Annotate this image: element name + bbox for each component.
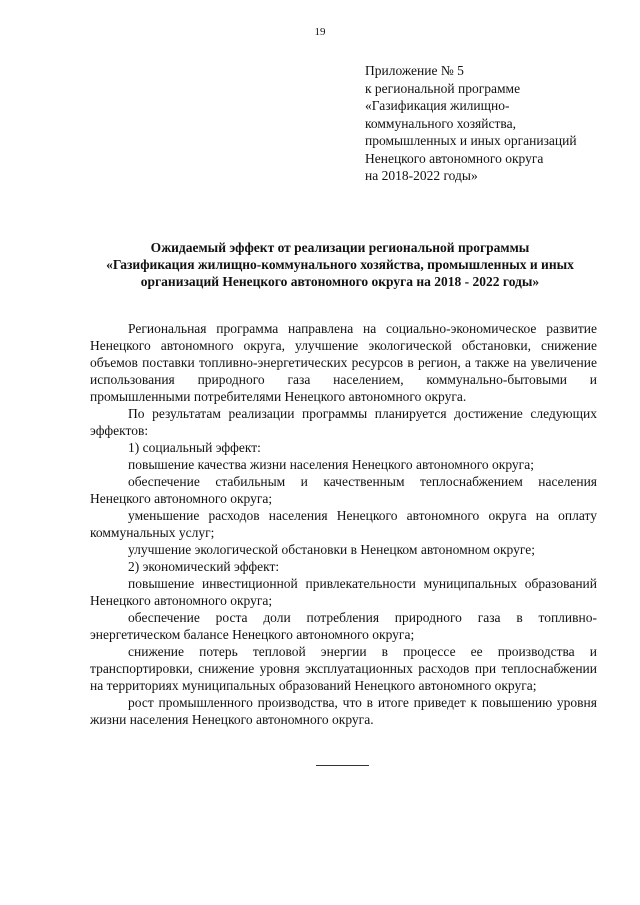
title-line: организаций Ненецкого автономного округа на 2018 - 2022 годы» bbox=[140, 274, 540, 289]
list-item: повышение инвестиционной привлекательности муниципальных образований Ненецкого автономного округа; bbox=[90, 576, 597, 608]
end-divider bbox=[316, 765, 369, 766]
document-title bbox=[80, 239, 600, 290]
appendix-line: к региональной программе bbox=[365, 80, 521, 96]
title-line: «Газификация жилищно-коммунального хозяйства, промышленных и иных bbox=[106, 257, 574, 272]
title-line: Ожидаемый эффект от реализации региональной программы bbox=[150, 240, 530, 255]
list-item: снижение потерь тепловой энергии в процессе ее производства и транспортировки, снижение уровня эксплуатационных расходов при теплоснабжении на территориях муниципальных образований Ненецкого автономного округа; bbox=[90, 644, 597, 693]
list-item: повышение качества жизни населения Ненецкого автономного округа; bbox=[128, 457, 534, 472]
list-item: уменьшение расходов населения Ненецкого автономного округа на оплату коммунальных услуг; bbox=[90, 508, 597, 540]
appendix-line: Приложение № 5 bbox=[365, 63, 464, 78]
appendix-line: промышленных и иных организаций bbox=[365, 133, 577, 148]
appendix-line: на 2018-2022 годы» bbox=[365, 168, 478, 183]
list-item: обеспечение стабильным и качественным теплоснабжением населения Ненецкого автономного округа; bbox=[90, 474, 597, 506]
heading-social-effect: 1) социальный эффект: bbox=[128, 440, 261, 455]
list-item: рост промышленного производства, что в итоге приведет к повышению уровня жизни населения Ненецкого автономного округа. bbox=[90, 695, 597, 727]
appendix-line: «Газификация жилищно- bbox=[365, 98, 510, 113]
heading-economic-effect: 2) экономический эффект: bbox=[128, 559, 280, 574]
document-body bbox=[90, 320, 597, 728]
appendix-line: коммунального хозяйства, bbox=[365, 115, 516, 131]
paragraph-intro: Региональная программа направлена на социально-экономическое развитие Ненецкого автономного округа, улучшение экологической обстановки, снижение объемов поставки топливно-энергетических ресурсов в регион, а также на увеличение использования природного газа населением, коммунально-бытовыми и промышленными потребителями Ненецкого автономного округа. bbox=[90, 321, 597, 404]
list-item: обеспечение роста доли потребления природного газа в топливно-энергетическом балансе Ненецкого автономного округа; bbox=[90, 610, 597, 642]
appendix-header bbox=[365, 62, 625, 185]
page-number: 19 bbox=[314, 26, 326, 38]
appendix-line: Ненецкого автономного округа bbox=[365, 150, 544, 166]
paragraph-effects-lead: По результатам реализации программы планируется достижение следующих эффектов: bbox=[90, 406, 597, 438]
list-item: улучшение экологической обстановки в Ненецком автономном округе; bbox=[128, 542, 535, 557]
